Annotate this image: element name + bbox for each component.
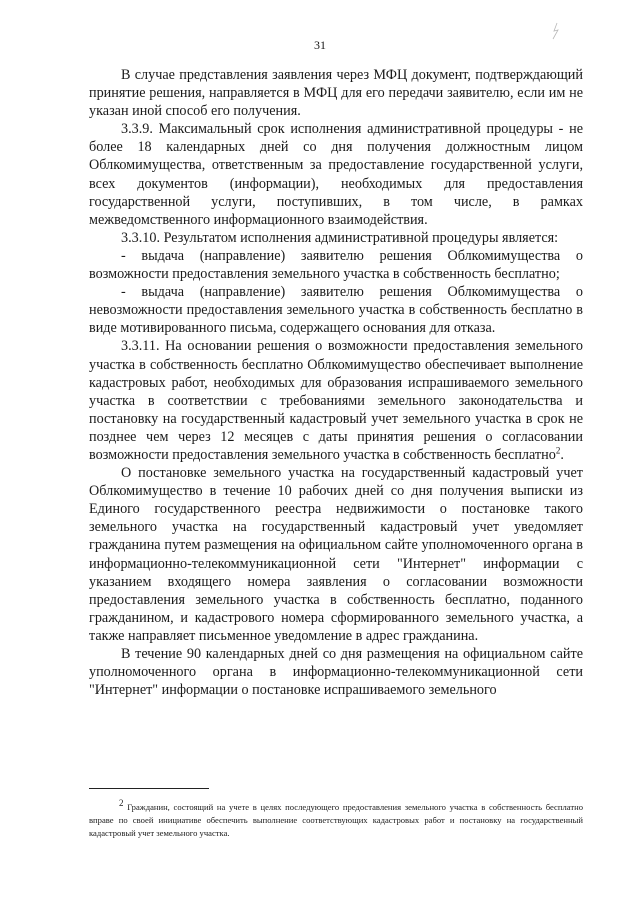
footnote-divider: [89, 788, 209, 789]
document-body: [89, 66, 583, 699]
page-number: 31: [314, 38, 326, 52]
paragraph-3-3-9: 3.3.9. Максимальный срок исполнения административной процедуры - не более 18 календарных дней со дня получения должностным лицом Облкомимущества, ответственным за предоставление государственной услуги, всех документов (информации), необходимых для предоставления государственной услуги, поступивших, в том числе, в рамках межведомственного информационного взаимодействия.: [89, 121, 583, 228]
footnote-number: 2: [119, 798, 124, 809]
paragraph-cadastral-notice: О постановке земельного участка на государственный кадастровый учет Облкомимущество в течение 10 рабочих дней со дня получения выписки из Единого государственного реестра недвижимости о постановке такого земельного участка на государственный кадастровый учет уведомляет гражданина путем размещения на официальном сайте уполномоченного органа в информационно-телекоммуникационной сети "Интернет" информации с указанием входящего номера заявления о согласовании возможности предоставления земельного участка в собственность бесплатно, поданного гражданином, и кадастрового номера сформированного земельного участка, а также направляет письменное уведомление в адрес гражданина.: [89, 465, 583, 644]
paragraph-3-3-11: 3.3.11. На основании решения о возможности предоставления земельного участка в собственность бесплатно Облкомимущество обеспечивает выполнение кадастровых работ, необходимых для образования испрашиваемого земельного участка в соответствии с требованиями земельного законодательства и постановку на государственный кадастровый учет земельного участка в срок не позднее чем через 12 месяцев с даты принятия решения о согласовании возможности предоставления земельного участка в собственность бесплатно$^2$.: [89, 338, 583, 463]
footnote-reference[interactable]: 2: [555, 445, 561, 456]
paragraph-mfc: В случае представления заявления через МФЦ документ, подтверждающий принятие решения, направляется в МФЦ для его передачи заявителю, если им не указан иной способ его получения.: [89, 67, 583, 120]
list-item-impossibility: - выдача (направление) заявителю решения Облкомимущества о невозможности предоставления земельного участка в собственность бесплатно в виде мотивированного письма, содержащего основания для отказа.: [89, 284, 583, 337]
paragraph-3-3-11-text: 3.3.11. На основании решения о возможности предоставления земельного участка в собственность бесплатно Облкомимущество обеспечивает выполнение кадастровых работ, необходимых для образования испрашиваемого земельного участка в соответствии с требованиями земельного законодательства и постановку на государственный кадастровый учет земельного участка в срок не позднее чем через 12 месяцев с даты принятия решения о согласовании возможности предоставления земельного участка в собственность бесплатно: [89, 338, 583, 463]
pen-mark-icon: [548, 22, 562, 40]
footnote: [89, 798, 584, 840]
paragraph-3-3-10: 3.3.10. Результатом исполнения административной процедуры является:: [121, 229, 559, 246]
list-item-possibility: - выдача (направление) заявителю решения Облкомимущества о возможности предоставления земельного участка в собственность бесплатно;: [89, 247, 583, 283]
paragraph-90-days: В течение 90 календарных дней со дня размещения на официальном сайте уполномоченного органа в информационно-телекоммуникационной сети "Интернет" информации о постановке испрашиваемого земельного: [89, 646, 583, 699]
footnote-text: Гражданин, состоящий на учете в целях последующего предоставления земельного участка в собственность бесплатно вправе по своей инициативе обеспечить выполнение соответствующих кадастровых работ и постановку на государственный кадастровый учет земельного участка.: [89, 802, 584, 838]
